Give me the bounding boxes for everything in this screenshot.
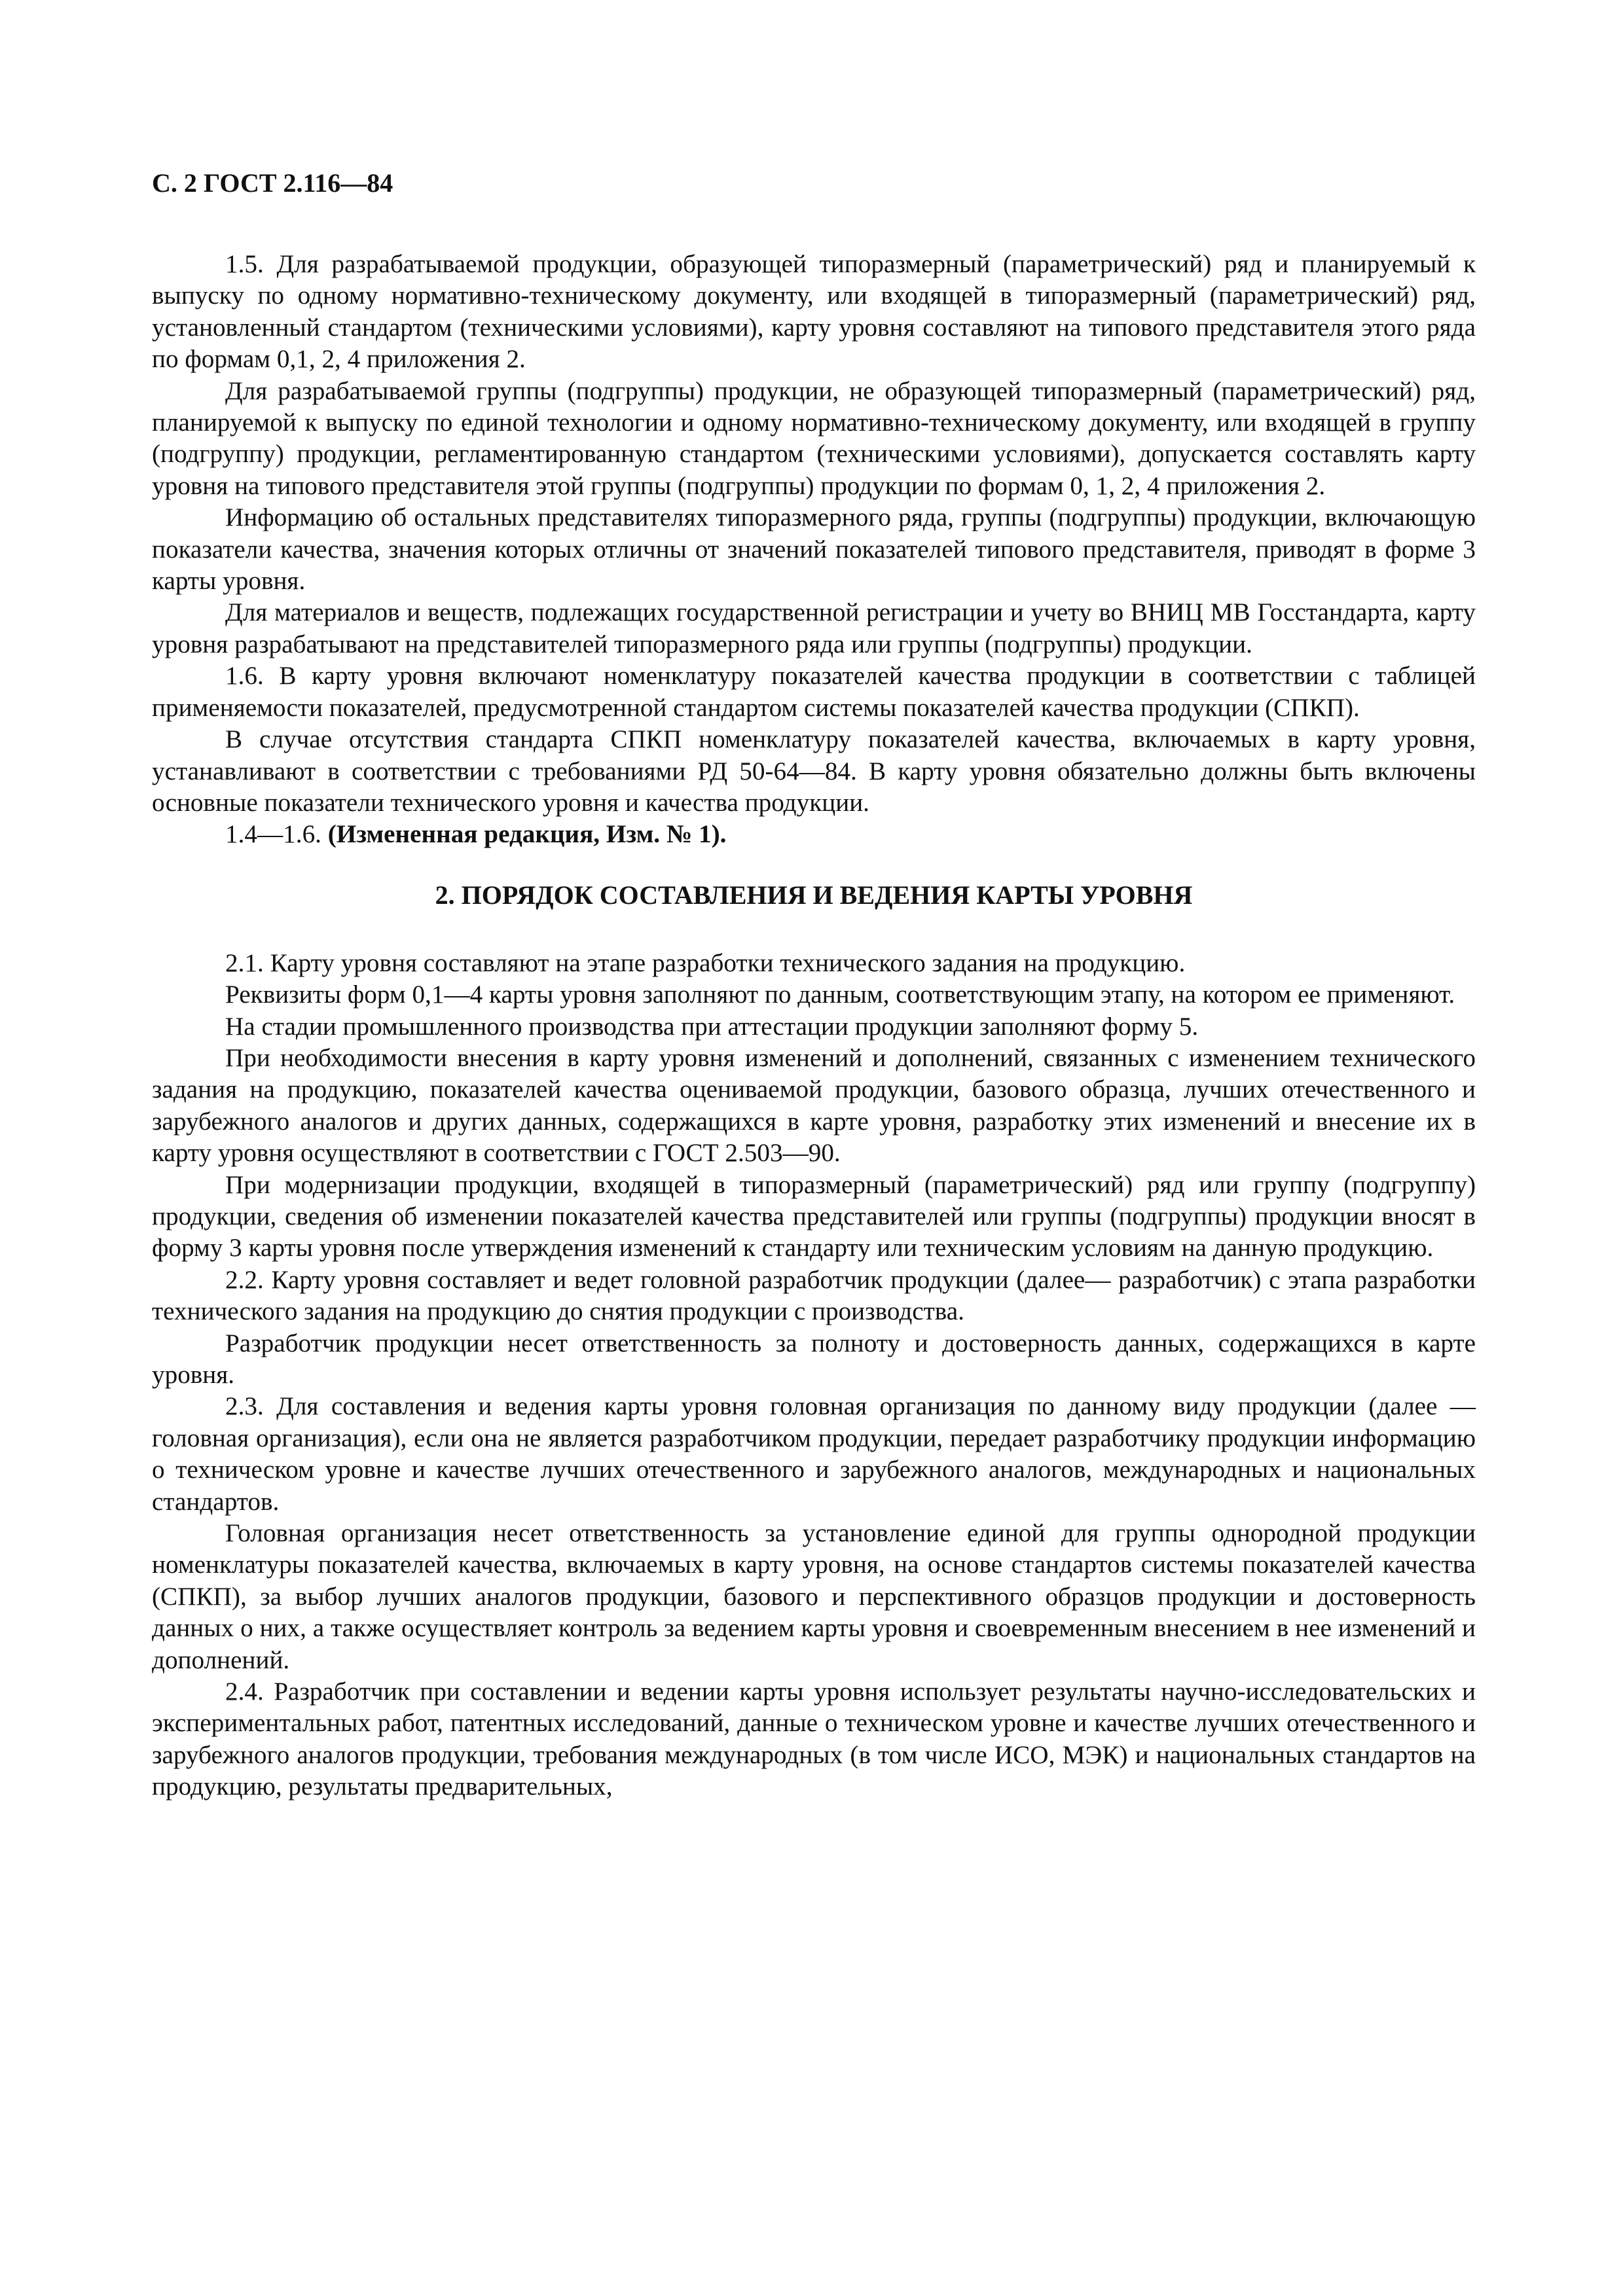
paragraph-head-org-responsibility: Головная организация несет ответственность за установление единой для группы однородной продукции номенклатуры показателей качества, включаемых в карту уровня, на основе стандартов системы показателей качества (СПКП), за выбор лучших аналогов продукции, базового и перспективного образцов продукции и достоверность данных о них, а также осуществляет контроль за ведением карты уровня и своевременным внесением в нее изменений и дополнений.: [152, 1519, 1476, 1674]
paragraph-1-6: 1.6. В карту уровня включают номенклатуру показателей качества продукции в соответствии с таблицей применяемости показателей, предусмотренной стандартом системы показателей качества продукции (СПКП).: [152, 662, 1476, 722]
paragraph-2-4: 2.4. Разработчик при составлении и ведении карты уровня использует результаты научно-исследовательских и экспериментальных работ, патентных исследований, данные о техническом уровне и качестве лучших отечественного и зарубежного аналогов продукции, требования международных (в том числе ИСО, МЭК) и национальных стандартов на продукцию, результаты предварительных,: [152, 1677, 1476, 1801]
paragraph-form-requisites: Реквизиты форм 0,1—4 карты уровня заполняют по данным, соответствующим этапу, на котором ее применяют.: [225, 980, 1455, 1009]
paragraph-changes: При необходимости внесения в карту уровня изменений и дополнений, связанных с изменением технического задания на продукцию, показателей качества оцениваемой продукции, базового образца, лучших отечественного и зарубежного аналогов и других данных, содержащихся в карте уровня, разработку этих изменений и внесение их в карту уровня осуществляют в соответствии с ГОСТ 2.503—90.: [152, 1043, 1476, 1168]
paragraph-spkp-absence: В случае отсутствия стандарта СПКП номенклатуру показателей качества, включаемых в карту уровня, устанавливают в соответствии с требованиями РД 50-64—84. В карту уровня обязательно должны быть включены основные показатели технического уровня и качества продукции.: [152, 725, 1476, 817]
document-page: [152, 164, 1476, 1803]
section-2-title: 2. ПОРЯДОК СОСТАВЛЕНИЯ И ВЕДЕНИЯ КАРТЫ УРОВНЯ: [435, 880, 1193, 910]
paragraph-modernization: При модернизации продукции, входящей в типоразмерный (параметрический) ряд или группу (подгруппу) продукции, сведения об изменении показателей качества представителей или группы (подгруппы) продукции вносят в форму 3 карты уровня после утверждения изменений к стандарту или техническим условиям на данную продукцию.: [152, 1170, 1476, 1263]
amendment-label: (Измененная редакция, Изм. № 1).: [327, 820, 727, 849]
section-1-body: [152, 249, 1476, 851]
page-header: С. 2 ГОСТ 2.116—84: [152, 168, 393, 198]
paragraph-developer-responsibility: Разработчик продукции несет ответственность за полноту и достоверность данных, содержащихся в карте уровня.: [152, 1329, 1476, 1389]
section-2-body: [152, 948, 1476, 1803]
paragraph-2-3: 2.3. Для составления и ведения карты уровня головная организация по данному виду продукции (далее — головная организация), если она не является разработчиком продукции, передает разработчику продукции информацию о техническом уровне и качестве лучших отечественного и зарубежного аналогов, международных и национальных стандартов.: [152, 1392, 1476, 1516]
paragraph-form-5: На стадии промышленного производства при аттестации продукции заполняют форму 5.: [225, 1012, 1199, 1041]
paragraph-1-5: 1.5. Для разрабатываемой продукции, образующей типоразмерный (параметрический) ряд и планируемый к выпуску по одному нормативно-техническому документу, или входящей в типоразмерный (параметрический) ряд, установленный стандартом (техническими условиями), карту уровня составляют на типового представителя этого ряда по формам 0,1, 2, 4 приложения 2.: [152, 250, 1476, 374]
paragraph-other-representatives: Информацию об остальных представителях типоразмерного ряда, группы (подгруппы) продукции, включающую показатели качества, значения которых отличны от значений показателей типового представителя, приводят в форме 3 карты уровня.: [152, 503, 1476, 596]
paragraph-2-2: 2.2. Карту уровня составляет и ведет головной разработчик продукции (далее— разработчик) с этапа разработки технического задания на продукцию до снятия продукции с производства.: [152, 1265, 1476, 1326]
paragraph-group-representative: Для разрабатываемой группы (подгруппы) продукции, не образующей типоразмерный (параметрический) ряд, планируемой к выпуску по единой технологии и одному нормативно-техническому документу, или входящей в группу (подгруппу) продукции, регламентированную стандартом (техническими условиями), допускается составлять карту уровня на типового представителя этой группы (подгруппы) продукции по формам 0, 1, 2, 4 приложения 2.: [152, 376, 1476, 500]
amendment-prefix: 1.4—1.6.: [225, 820, 328, 849]
amendment-note: [152, 819, 1476, 850]
paragraph-2-1: 2.1. Карту уровня составляют на этапе разработки технического задания на продукцию.: [225, 948, 1186, 977]
paragraph-materials-registration: Для материалов и веществ, подлежащих государственной регистрации и учету во ВНИЦ МВ Госстандарта, карту уровня разрабатывают на представителей типоразмерного ряда или группы (подгруппы) продукции.: [152, 598, 1476, 658]
